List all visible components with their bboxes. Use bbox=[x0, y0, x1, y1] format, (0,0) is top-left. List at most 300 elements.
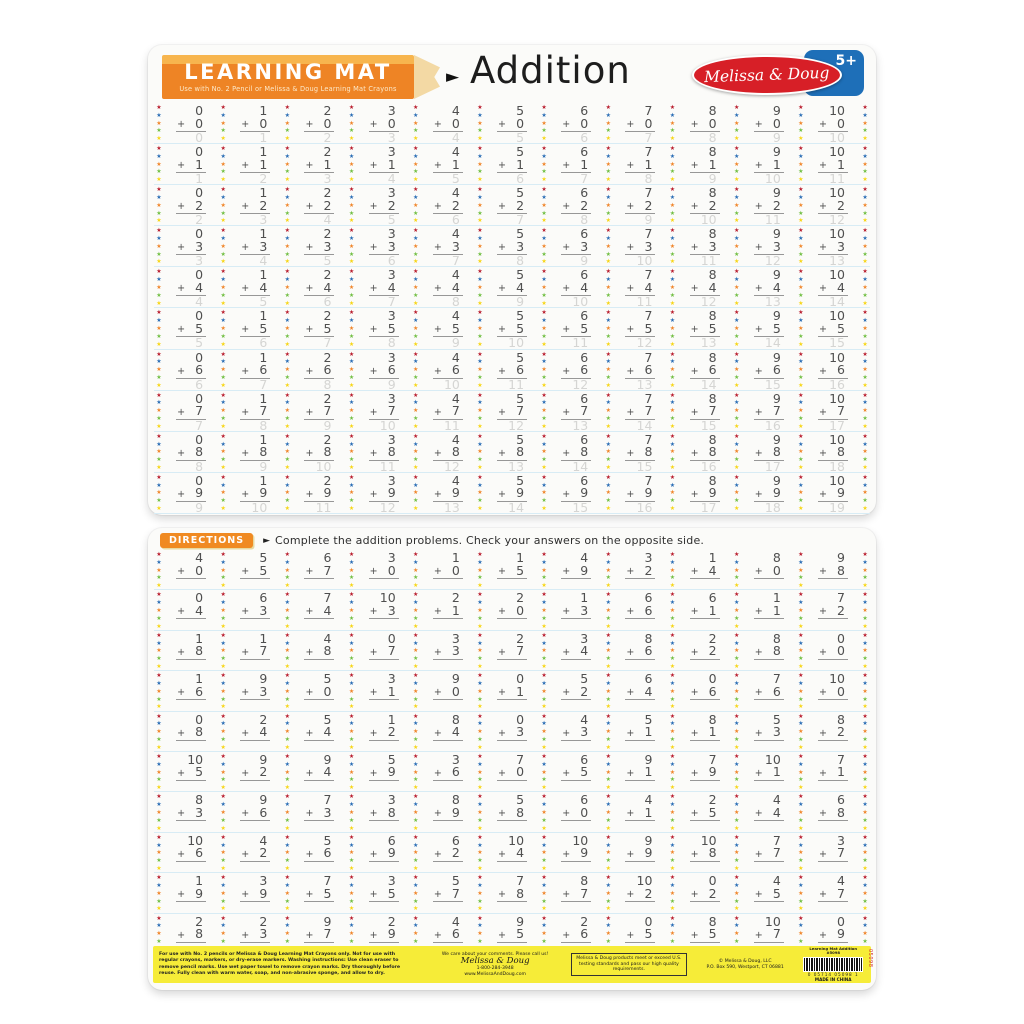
plus-sign: + bbox=[818, 324, 827, 336]
star-icon: ★ bbox=[862, 857, 868, 865]
star-icon: ★ bbox=[862, 127, 868, 135]
star-icon: ★ bbox=[156, 784, 162, 792]
addition-problem bbox=[754, 226, 784, 269]
star-icon: ★ bbox=[733, 857, 740, 865]
star-icon: ★ bbox=[541, 209, 547, 217]
star-icon: ★ bbox=[669, 631, 676, 639]
print-code: 05098 bbox=[867, 948, 873, 968]
problem-cell bbox=[475, 103, 539, 143]
star-icon: ★ bbox=[862, 824, 868, 832]
plus-sign: + bbox=[241, 808, 250, 820]
addition-problem bbox=[176, 185, 206, 228]
star-icon: ★ bbox=[284, 145, 291, 153]
problem-cell bbox=[154, 873, 218, 912]
addition-problem bbox=[625, 472, 655, 515]
star-icon: ★ bbox=[862, 481, 868, 489]
star-icon: ★ bbox=[477, 937, 483, 945]
star-icon: ★ bbox=[413, 582, 419, 590]
star-icon: ★ bbox=[348, 922, 355, 930]
star-icon: ★ bbox=[348, 340, 355, 348]
top-addend: 8 bbox=[708, 308, 717, 324]
bottom-addend-value: 7 bbox=[387, 403, 396, 419]
star-icon: ★ bbox=[669, 250, 676, 258]
star-icon: ★ bbox=[284, 497, 291, 505]
star-icon: ★ bbox=[413, 776, 419, 784]
star-column bbox=[796, 712, 806, 751]
plus-sign: + bbox=[690, 365, 699, 377]
star-icon: ★ bbox=[733, 373, 740, 381]
bottom-addend-value: 3 bbox=[580, 602, 589, 618]
plus-sign: + bbox=[690, 889, 699, 901]
star-icon: ★ bbox=[220, 849, 226, 857]
star-icon: ★ bbox=[348, 574, 355, 582]
star-column bbox=[154, 792, 164, 831]
star-icon: ★ bbox=[284, 358, 291, 366]
star-icon: ★ bbox=[284, 655, 291, 663]
bottom-addend-value: 2 bbox=[259, 845, 268, 861]
problem-cell bbox=[282, 671, 346, 710]
addition-problem bbox=[304, 472, 334, 515]
star-icon: ★ bbox=[798, 350, 804, 358]
star-icon: ★ bbox=[733, 712, 740, 720]
problem-cell bbox=[347, 590, 411, 629]
bottom-addend-value: 4 bbox=[644, 683, 653, 699]
star-icon: ★ bbox=[669, 276, 676, 284]
top-addend: 5 bbox=[516, 267, 525, 283]
star-icon: ★ bbox=[733, 816, 740, 824]
star-icon: ★ bbox=[605, 897, 611, 905]
star-icon: ★ bbox=[798, 824, 804, 832]
plus-sign: + bbox=[818, 848, 827, 860]
plus-sign: + bbox=[305, 119, 314, 130]
star-icon: ★ bbox=[284, 481, 291, 489]
problem-cell bbox=[796, 631, 860, 670]
star-icon: ★ bbox=[477, 655, 483, 663]
addition-problem bbox=[754, 431, 784, 474]
top-addend: 6 bbox=[580, 185, 589, 201]
problem-cell bbox=[668, 350, 732, 390]
problem-cell bbox=[475, 473, 539, 513]
star-icon: ★ bbox=[477, 399, 483, 407]
star-icon: ★ bbox=[862, 325, 868, 333]
plus-sign: + bbox=[433, 242, 442, 254]
plus-sign: + bbox=[241, 365, 250, 377]
star-icon: ★ bbox=[541, 456, 547, 464]
star-icon: ★ bbox=[348, 242, 355, 250]
problem-cell bbox=[475, 792, 539, 831]
star-icon: ★ bbox=[413, 119, 419, 127]
top-addend: 10 bbox=[829, 226, 845, 242]
star-icon: ★ bbox=[220, 235, 226, 243]
star-icon: ★ bbox=[541, 582, 547, 590]
star-icon: ★ bbox=[220, 808, 226, 816]
star-icon: ★ bbox=[477, 242, 483, 250]
star-icon: ★ bbox=[862, 728, 868, 736]
star-icon: ★ bbox=[541, 808, 547, 816]
plus-sign: + bbox=[433, 606, 442, 618]
star-icon: ★ bbox=[220, 622, 226, 630]
star-column bbox=[732, 103, 742, 143]
star-icon: ★ bbox=[605, 614, 611, 622]
problem-cell bbox=[154, 144, 218, 187]
bottom-addend-value: 4 bbox=[323, 279, 332, 295]
addition-problem bbox=[304, 105, 334, 143]
top-addend: 2 bbox=[323, 472, 332, 488]
star-icon: ★ bbox=[477, 897, 483, 905]
top-addend: 4 bbox=[195, 550, 204, 565]
addition-problem bbox=[818, 185, 848, 228]
problem-cell bbox=[732, 144, 796, 187]
star-icon: ★ bbox=[348, 695, 355, 703]
answer-value: 11 bbox=[636, 294, 653, 310]
star-icon: ★ bbox=[348, 391, 355, 399]
top-addend: 0 bbox=[516, 671, 525, 687]
plus-sign: + bbox=[818, 727, 827, 739]
star-icon: ★ bbox=[733, 104, 740, 111]
star-icon: ★ bbox=[413, 720, 419, 728]
star-column bbox=[732, 752, 742, 791]
star-icon: ★ bbox=[220, 497, 226, 505]
star-icon: ★ bbox=[541, 448, 547, 456]
star-icon: ★ bbox=[733, 695, 740, 703]
answer-value: 3 bbox=[259, 212, 268, 228]
answer-value: 9 bbox=[708, 171, 717, 187]
plus-sign: + bbox=[241, 406, 250, 418]
addition-problem bbox=[690, 185, 720, 228]
top-addend: 2 bbox=[708, 630, 717, 646]
star-icon: ★ bbox=[284, 897, 291, 905]
star-icon: ★ bbox=[605, 135, 611, 143]
star-icon: ★ bbox=[477, 768, 483, 776]
star-icon: ★ bbox=[413, 905, 419, 913]
star-icon: ★ bbox=[156, 647, 162, 655]
star-icon: ★ bbox=[862, 768, 868, 776]
addition-problem bbox=[304, 875, 334, 912]
star-icon: ★ bbox=[862, 793, 868, 801]
star-icon: ★ bbox=[541, 373, 547, 381]
top-addend: 9 bbox=[837, 550, 845, 565]
addition-problem bbox=[304, 431, 334, 474]
answer-value: 7 bbox=[323, 335, 332, 351]
star-icon: ★ bbox=[477, 712, 483, 720]
plus-sign: + bbox=[754, 488, 763, 500]
plus-sign: + bbox=[754, 283, 763, 295]
addition-problem bbox=[754, 185, 784, 228]
star-column bbox=[668, 144, 678, 184]
top-addend: 9 bbox=[259, 671, 268, 687]
star-column bbox=[154, 590, 164, 629]
problem-cell bbox=[732, 712, 796, 751]
top-addend: 0 bbox=[195, 431, 204, 447]
star-icon: ★ bbox=[669, 481, 676, 489]
bottom-addend-value: 7 bbox=[837, 403, 845, 419]
plus-sign: + bbox=[177, 848, 186, 860]
addition-problem bbox=[690, 431, 720, 474]
bottom-addend-value: 5 bbox=[772, 885, 781, 901]
bottom-addend-value: 1 bbox=[708, 156, 717, 172]
problem-row bbox=[154, 350, 870, 391]
answer-value: 12 bbox=[700, 294, 717, 310]
problem-cell bbox=[668, 391, 732, 431]
addition-problem bbox=[561, 185, 591, 228]
bottom-addend-value: 2 bbox=[323, 197, 332, 213]
star-icon: ★ bbox=[733, 703, 740, 711]
problem-cell bbox=[411, 391, 475, 431]
bottom-addend-value: 6 bbox=[451, 362, 460, 378]
top-addend: 1 bbox=[259, 185, 268, 201]
star-icon: ★ bbox=[669, 227, 676, 235]
star-column bbox=[282, 712, 292, 751]
star-icon: ★ bbox=[156, 849, 162, 857]
top-addend: 1 bbox=[580, 590, 589, 606]
problem-cell bbox=[282, 590, 346, 629]
plus-sign: + bbox=[241, 283, 250, 295]
star-column bbox=[668, 873, 678, 912]
star-column bbox=[732, 267, 742, 307]
top-addend: 8 bbox=[644, 630, 653, 646]
star-icon: ★ bbox=[220, 258, 226, 266]
addition-problem bbox=[433, 592, 463, 629]
addition-problem bbox=[369, 390, 399, 433]
star-icon: ★ bbox=[541, 768, 547, 776]
plus-sign: + bbox=[818, 406, 827, 418]
top-addend: 6 bbox=[580, 792, 589, 808]
addition-problem bbox=[369, 673, 399, 710]
star-icon: ★ bbox=[220, 440, 226, 448]
addition-problem bbox=[625, 390, 655, 433]
plus-sign: + bbox=[562, 365, 571, 377]
star-icon: ★ bbox=[669, 574, 676, 582]
bottom-addend-value: 7 bbox=[451, 885, 460, 901]
star-icon: ★ bbox=[413, 703, 419, 711]
star-icon: ★ bbox=[669, 662, 676, 670]
star-column bbox=[411, 267, 421, 307]
addition-problem bbox=[561, 144, 591, 187]
star-icon: ★ bbox=[477, 889, 483, 897]
star-icon: ★ bbox=[156, 768, 162, 776]
top-addend: 3 bbox=[387, 792, 396, 808]
star-icon: ★ bbox=[541, 463, 547, 471]
star-column bbox=[668, 103, 678, 143]
answer-value: 7 bbox=[195, 417, 204, 433]
star-icon: ★ bbox=[477, 145, 483, 153]
bottom-addend-value: 1 bbox=[644, 804, 653, 820]
plus-sign: + bbox=[562, 242, 571, 254]
star-column bbox=[732, 792, 742, 831]
plus-sign: + bbox=[369, 848, 378, 860]
star-icon: ★ bbox=[669, 235, 676, 243]
problem-cell bbox=[411, 350, 475, 390]
top-addend: 10 bbox=[829, 103, 845, 118]
star-icon: ★ bbox=[862, 735, 868, 743]
bottom-addend-value: 2 bbox=[580, 683, 589, 699]
star-icon: ★ bbox=[798, 639, 804, 647]
answer-value: 15 bbox=[636, 458, 653, 474]
problem-row bbox=[154, 308, 870, 349]
star-column bbox=[475, 792, 485, 831]
addition-problem bbox=[754, 472, 784, 515]
star-icon: ★ bbox=[541, 591, 547, 599]
problem-cell bbox=[475, 185, 539, 228]
star-column bbox=[668, 473, 678, 513]
bottom-addend-value: 9 bbox=[580, 845, 589, 861]
star-column bbox=[347, 590, 357, 629]
star-icon: ★ bbox=[348, 864, 355, 872]
star-icon: ★ bbox=[605, 801, 611, 809]
star-icon: ★ bbox=[862, 776, 868, 784]
problem-cell bbox=[154, 185, 218, 228]
answer-value: 5 bbox=[387, 212, 396, 228]
star-icon: ★ bbox=[733, 127, 740, 135]
star-icon: ★ bbox=[220, 340, 226, 348]
addition-problem bbox=[433, 144, 463, 187]
star-icon: ★ bbox=[798, 456, 804, 464]
top-addend: 5 bbox=[451, 873, 460, 889]
plus-sign: + bbox=[754, 929, 763, 941]
top-addend: 7 bbox=[644, 472, 653, 488]
star-column bbox=[218, 350, 228, 390]
top-addend: 0 bbox=[708, 873, 717, 889]
bottom-addend-value: 1 bbox=[323, 156, 332, 172]
top-addend: 5 bbox=[516, 185, 525, 201]
star-icon: ★ bbox=[477, 317, 483, 325]
star-column bbox=[603, 391, 613, 431]
addition-problem bbox=[818, 144, 848, 187]
star-icon: ★ bbox=[477, 505, 483, 513]
star-icon: ★ bbox=[156, 268, 162, 276]
star-icon: ★ bbox=[798, 776, 804, 784]
star-icon: ★ bbox=[605, 407, 611, 415]
star-icon: ★ bbox=[541, 905, 547, 913]
bottom-addend-value: 9 bbox=[323, 485, 332, 501]
problem-cell bbox=[218, 144, 282, 187]
star-column bbox=[154, 833, 164, 872]
top-addend: 0 bbox=[195, 472, 204, 488]
addition-problem bbox=[304, 794, 334, 831]
star-column bbox=[796, 308, 806, 348]
star-icon: ★ bbox=[798, 784, 804, 792]
star-icon: ★ bbox=[477, 849, 483, 857]
star-icon: ★ bbox=[220, 662, 226, 670]
bottom-addend-value: 3 bbox=[323, 238, 332, 254]
top-addend: 7 bbox=[323, 873, 332, 889]
bottom-addend-value: 0 bbox=[837, 643, 845, 659]
problem-cell bbox=[154, 550, 218, 589]
plus-sign: + bbox=[690, 808, 699, 820]
answer-value: 15 bbox=[572, 499, 589, 515]
star-icon: ★ bbox=[284, 687, 291, 695]
star-column bbox=[796, 473, 806, 513]
plus-sign: + bbox=[305, 889, 314, 901]
star-icon: ★ bbox=[284, 463, 291, 471]
star-icon: ★ bbox=[156, 145, 162, 153]
star-icon: ★ bbox=[733, 897, 740, 905]
star-icon: ★ bbox=[284, 599, 291, 607]
star-icon: ★ bbox=[862, 808, 868, 816]
answer-value: 16 bbox=[700, 458, 717, 474]
star-column bbox=[411, 185, 421, 225]
addition-problem bbox=[497, 751, 527, 791]
star-icon: ★ bbox=[348, 145, 355, 153]
answer-grid bbox=[154, 103, 870, 514]
top-addend: 4 bbox=[451, 472, 460, 488]
star-icon: ★ bbox=[862, 720, 868, 728]
star-icon: ★ bbox=[605, 145, 611, 153]
star-icon: ★ bbox=[733, 366, 740, 374]
bottom-addend-value: 1 bbox=[516, 156, 525, 172]
top-addend: 5 bbox=[323, 711, 332, 727]
star-column bbox=[668, 308, 678, 348]
top-addend: 8 bbox=[708, 185, 717, 201]
problem-row bbox=[154, 792, 870, 832]
answer-value: 8 bbox=[580, 212, 589, 228]
addition-problem bbox=[497, 875, 527, 912]
star-icon: ★ bbox=[477, 591, 483, 599]
plus-sign: + bbox=[369, 283, 378, 295]
star-icon: ★ bbox=[669, 728, 676, 736]
star-icon: ★ bbox=[284, 415, 291, 423]
star-icon: ★ bbox=[798, 291, 804, 299]
star-icon: ★ bbox=[156, 250, 162, 258]
star-icon: ★ bbox=[348, 407, 355, 415]
plus-sign: + bbox=[369, 606, 378, 618]
bottom-addend-value: 9 bbox=[580, 562, 589, 578]
star-column bbox=[347, 833, 357, 872]
plus-sign: + bbox=[754, 808, 763, 820]
problem-cell bbox=[732, 308, 796, 351]
top-addend: 2 bbox=[195, 913, 204, 929]
star-icon: ★ bbox=[862, 497, 868, 505]
plus-sign: + bbox=[562, 767, 571, 779]
star-icon: ★ bbox=[477, 914, 483, 922]
plus-sign: + bbox=[690, 646, 699, 658]
top-addend: 9 bbox=[516, 913, 525, 929]
star-icon: ★ bbox=[220, 776, 226, 784]
problem-cell bbox=[539, 590, 603, 629]
star-icon: ★ bbox=[733, 242, 740, 250]
plus-sign: + bbox=[562, 119, 571, 130]
star-column bbox=[218, 185, 228, 225]
star-icon: ★ bbox=[477, 227, 483, 235]
star-icon: ★ bbox=[348, 299, 355, 307]
plus-sign: + bbox=[754, 606, 763, 618]
problem-cell bbox=[411, 103, 475, 143]
star-icon: ★ bbox=[284, 407, 291, 415]
problem-cell bbox=[218, 873, 282, 912]
star-icon: ★ bbox=[156, 793, 162, 801]
star-column bbox=[603, 792, 613, 831]
problem-cell bbox=[796, 671, 860, 710]
star-icon: ★ bbox=[413, 399, 419, 407]
top-addend: 9 bbox=[772, 390, 781, 406]
star-icon: ★ bbox=[862, 463, 868, 471]
star-icon: ★ bbox=[862, 350, 868, 358]
star-column bbox=[347, 550, 357, 589]
plus-sign: + bbox=[305, 808, 314, 820]
star-column bbox=[154, 712, 164, 751]
star-icon: ★ bbox=[413, 566, 419, 574]
star-icon: ★ bbox=[669, 217, 676, 225]
top-addend: 6 bbox=[323, 550, 332, 565]
star-icon: ★ bbox=[733, 358, 740, 366]
addition-problem bbox=[240, 144, 270, 187]
star-icon: ★ bbox=[733, 574, 740, 582]
plus-sign: + bbox=[626, 365, 635, 377]
problem-cell bbox=[668, 550, 732, 589]
top-addend: 1 bbox=[195, 630, 204, 646]
star-icon: ★ bbox=[348, 728, 355, 736]
top-addend: 6 bbox=[580, 144, 589, 160]
